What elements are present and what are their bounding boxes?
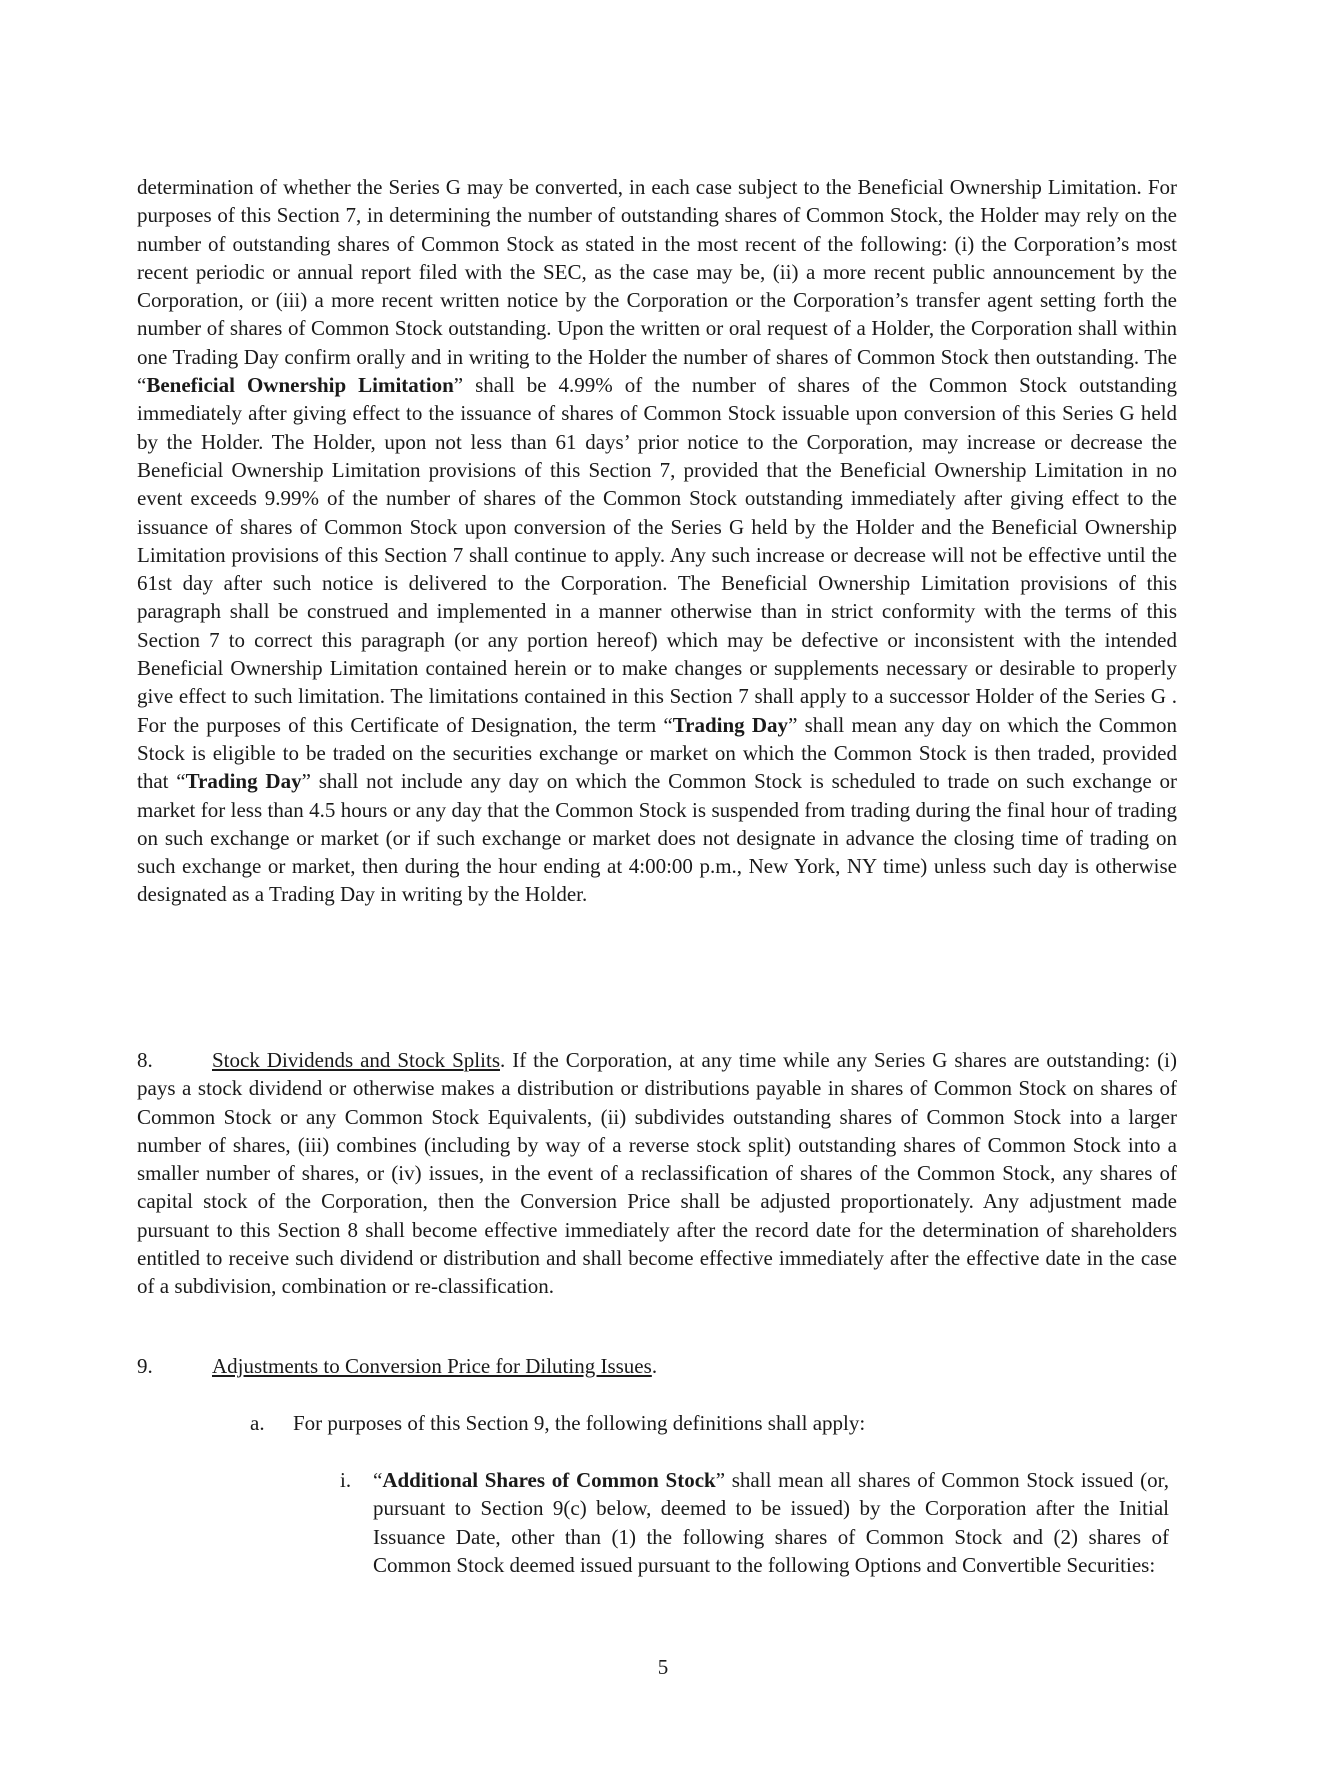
subsection-i-number: i. — [340, 1468, 352, 1492]
section-heading: Stock Dividends and Stock Splits — [212, 1048, 500, 1072]
paragraph-text: ” shall be 4.99% of the number of shares of the Common Stock outstanding immediately after giving effect to the issuance of shares of Common Stock issuable upon conversion of this Series G held by the Holder. The Holder, upon not less than 61 days’ prior notice to the Corporation, may increase or decrease the Beneficial Ownership Limitation provisions of this Section 7, provided that the Beneficial Ownership Limitation in no event exceeds 9.99% of the number of shares of the Common Stock outstanding immediately after giving effect to the issuance of shares of Common Stock upon conversion of the Series G held by the Holder and the Beneficial Ownership Limitation provisions of this Section 7 shall continue to apply. Any such increase or decrease will not be effective until the 61st day after such notice is delivered to the Corporation. The Beneficial Ownership Limitation provisions of this paragraph shall be construed and implemented in a manner otherwise than in strict conformity with the terms of this Section 7 to correct this paragraph (or any portion hereof) which may be defective or inconsistent with the intended Beneficial Ownership Limitation contained herein or to make changes or supplements necessary or desirable to properly give effect to such limitation. The limitations contained in this Section 7 shall apply to a successor Holder of the Series G . For the purposes of this Certificate of Designation, the term “ — [137, 373, 1177, 737]
defined-term: Trading Day — [672, 712, 789, 737]
paragraph-text: ” shall not include any day on which the Common Stock is scheduled to trade on such exchange or market for less than 4.5 hours or any day that the Common Stock is suspended from trading during the final hour of trading on such exchange or market (or if such exchange or market does not designate in advance the closing time of trading on such exchange or market, then during the hour ending at 4:00:00 p.m., New York, NY time) unless such day is otherwise designated as a Trading Day in writing by the Holder. — [137, 769, 1177, 907]
subsection-a — [250, 1409, 1150, 1437]
paragraph-text: determination of whether the Series G may be converted, in each case subject to the Beneficial Ownership Limitation. For purposes of this Section 7, in determining the number of outstanding shares of Common Stock, the Holder may rely on the number of outstanding shares of Common Stock as stated in the most recent of the following: (i) the Corporation’s most recent periodic or annual report filed with the SEC, as the case may be, (ii) a more recent public announcement by the Corporation, or (iii) a more recent written notice by the Corporation or the Corporation’s transfer agent setting forth the number of shares of Common Stock outstanding. Upon the written or oral request of a Holder, the Corporation shall within one Trading Day confirm orally and in writing to the Holder the number of shares of Common Stock then outstanding. The “ — [137, 175, 1177, 398]
section-number: 9. — [137, 1354, 153, 1378]
subsection-letter: a. — [250, 1411, 265, 1435]
open-quote: “ — [373, 1468, 383, 1492]
page-number: 5 — [657, 1655, 669, 1679]
section-heading: Adjustments to Conversion Price for Diluting Issues — [212, 1354, 652, 1378]
subsection-text: ” shall mean all shares of Common Stock issued (or, pursuant to Section 9(c) below, deemed to be issued) by the Corporation after the Initial Issuance Date, other than (1) the following shares of Common Stock and (2) shares of Common Stock deemed issued pursuant to the following Options and Convertible Securities: — [373, 1468, 1169, 1577]
defined-term: Beneficial Ownership Limitation — [146, 373, 454, 398]
defined-term: Trading Day — [185, 769, 302, 794]
section-body: . If the Corporation, at any time while any Series G shares are outstanding: (i) pays a stock dividend or otherwise makes a distribution or distributions payable in shares of Common Stock on shares of Common Stock or any Common Stock Equivalents, (ii) subdivides outstanding shares of Common Stock into a larger number of shares, (iii) combines (including by way of a reverse stock split) outstanding shares of Common Stock into a smaller number of shares, or (iv) issues, in the event of a reclassification of shares of the Common Stock, any shares of capital stock of the Corporation, then the Conversion Price shall be adjusted proportionately. Any adjustment made pursuant to this Section 8 shall become effective immediately after the record date for the determination of shareholders entitled to receive such dividend or distribution and shall become effective immediately after the effective date in the case of a subdivision, combination or re-classification. — [137, 1048, 1177, 1299]
paragraph-beneficial-ownership — [137, 173, 1177, 909]
subsection-i — [373, 1466, 1169, 1579]
section-number: 8. — [137, 1048, 153, 1072]
section-8 — [137, 1046, 1177, 1301]
section-heading-period: . — [651, 1354, 658, 1378]
paragraph-text: ” shall mean any day on which the Common Stock is eligible to be traded on the securities exchange or market on which the Common Stock is then traded, provided that “ — [137, 712, 1177, 794]
defined-term: Additional Shares of Common Stock — [382, 1468, 716, 1492]
subsection-text: For purposes of this Section 9, the following definitions shall apply: — [293, 1411, 866, 1435]
section-9 — [137, 1352, 1177, 1380]
